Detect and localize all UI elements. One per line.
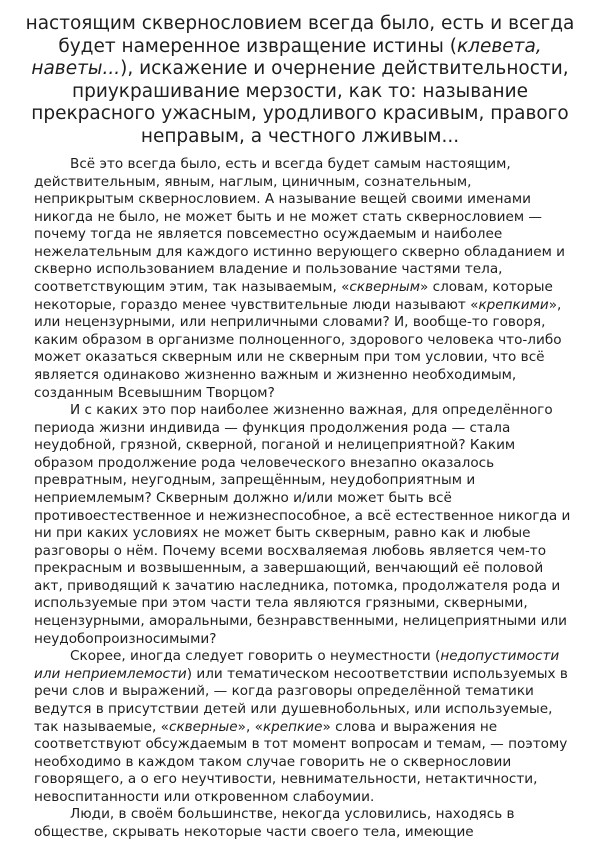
text-line — [34, 719, 594, 737]
text-line — [34, 226, 594, 244]
italic-text: скверным — [349, 279, 420, 296]
text-segment: периода жизни индивида — функция продолжения рода — стала — [34, 419, 511, 436]
text-segment: так называемые, « — [34, 718, 169, 735]
quote-heading — [0, 13, 600, 149]
text-segment: почему тогда не является повсеместно осуждаемым и наиболее — [34, 226, 503, 243]
paragraph-first-line — [34, 156, 594, 174]
text-line — [34, 508, 594, 526]
text-segment: ) или тематическом несоответствии используемых в — [186, 665, 568, 682]
text-segment: неудобной, грязной, скверной, поганой и нелицеприятной? Каким — [34, 437, 516, 454]
text-segment: созданным Всевышним Творцом? — [34, 384, 275, 401]
text-segment: невоспитанности или откровенном слабоумии. — [34, 788, 375, 805]
text-segment: прекрасного ужасным, уродливого красивым, правого — [31, 103, 569, 125]
text-line — [34, 525, 594, 543]
heading-line — [0, 13, 600, 36]
text-line — [34, 789, 594, 807]
text-segment: Всё это всегда было, есть и всегда будет самым настоящим, — [70, 156, 511, 172]
text-line — [34, 666, 594, 684]
text-line — [34, 385, 594, 403]
text-line — [34, 349, 594, 367]
text-line — [34, 261, 594, 279]
text-line — [34, 578, 594, 596]
text-segment: необходимо в каждом таком случае говорить не о сквернословии — [34, 753, 512, 770]
italic-text: крепкими — [478, 296, 549, 313]
text-segment: действительным, явным, наглым, циничным, сознательным, — [34, 173, 472, 190]
body-text — [34, 156, 594, 842]
text-line — [34, 701, 594, 719]
italic-text: наветы... — [31, 58, 121, 80]
text-segment: некоторые, гораздо менее чувствительные люди называют « — [34, 296, 479, 313]
text-segment: скверно использованием владение и пользование частями тела, — [34, 261, 503, 278]
text-line — [34, 455, 594, 473]
paragraph-first-line — [34, 402, 594, 420]
text-segment: нецензурными, аморальными, безнравственными, нелицеприятными или — [34, 613, 567, 630]
text-line — [34, 244, 594, 262]
italic-text: крепкие — [262, 718, 323, 735]
text-segment: » слова и выражения не — [322, 718, 498, 735]
text-segment: соответствующим этим, так называемым, « — [34, 279, 350, 296]
text-line — [34, 472, 594, 490]
text-segment: используемые при этом части тела являются грязными, скверными, — [34, 595, 528, 612]
text-line — [34, 824, 594, 842]
text-segment: образом продолжение рода человеческого внезапно оказалось — [34, 454, 495, 471]
text-line — [34, 560, 594, 578]
text-segment: или нецензурными, или неприличными словами? И, вообще-то говоря, — [34, 314, 546, 331]
text-line — [34, 771, 594, 789]
text-segment: ведутся в присутствии детей или душевнобольных, или используемые, — [34, 700, 553, 717]
text-line — [34, 543, 594, 561]
text-segment: противоестественное и нежизнеспособное, а всё естественное никогда и — [34, 507, 571, 524]
text-segment: неприкрытым сквернословием. А называние вещей своими именами — [34, 191, 531, 208]
text-segment: разговоры о нём. Почему всеми восхваляемая любовь является чем-то — [34, 542, 547, 559]
text-line — [34, 631, 594, 649]
text-segment: настоящим сквернословием всегда было, есть и всегда — [25, 13, 575, 34]
text-segment: акт, приводящий к зачатию наследника, потомка, продолжателя рода и — [34, 577, 561, 594]
paragraph-first-line — [34, 648, 594, 666]
text-segment: является одинаково жизненно важным и жизненно необходимым, — [34, 366, 517, 383]
text-segment: ), искажение и очернение действительности, — [120, 58, 569, 80]
text-line — [34, 736, 594, 754]
text-segment: », « — [237, 718, 263, 735]
text-segment: неправым, а честного лживым... — [140, 125, 460, 147]
text-segment: соответствуют обсуждаемым в тот момент вопросам и темам, — поэтому — [34, 736, 568, 753]
italic-text: клевета, — [457, 35, 542, 57]
text-line — [34, 437, 594, 455]
text-line — [34, 683, 594, 701]
text-line — [34, 191, 594, 209]
text-segment: никогда не было, не может быть и не может стать сквернословием — — [34, 208, 543, 225]
text-segment: неприемлемым? Скверным должно и/или может быть всё — [34, 489, 452, 506]
heading-line — [0, 36, 600, 59]
text-line — [34, 279, 594, 297]
text-line — [34, 490, 594, 508]
text-segment: будет намеренное извращение истины ( — [58, 35, 457, 57]
text-line — [34, 314, 594, 332]
italic-text: скверные — [168, 718, 238, 735]
text-line — [34, 754, 594, 772]
text-line — [34, 420, 594, 438]
text-segment: неудобопроизносимыми? — [34, 630, 217, 647]
paragraph-first-line — [34, 806, 594, 824]
heading-line — [0, 103, 600, 126]
heading-line — [0, 58, 600, 81]
text-segment: превратным, неугодным, запрещённым, неудобоприятным и — [34, 472, 476, 489]
text-segment: может оказаться скверным или не скверным при том условии, что всё — [34, 349, 545, 366]
text-segment: прекрасным и возвышенным, а завершающий, венчающий её половой — [34, 560, 544, 577]
text-line — [34, 367, 594, 385]
text-line — [34, 209, 594, 227]
text-segment: » словам, которые — [419, 279, 553, 296]
text-line — [34, 595, 594, 613]
text-segment: Люди, в своём большинстве, некогда условились, находясь в — [70, 806, 515, 823]
text-segment: говорящего, а о его неучтивости, невнимательности, нетактичности, — [34, 771, 538, 788]
text-segment: ни при каких условиях не может быть скверным, равно как и любые — [34, 525, 531, 542]
text-line — [34, 332, 594, 350]
text-segment: каким образом в организме полноценного, здорового человека что-либо — [34, 331, 562, 348]
text-segment: приукрашивание мерзости, как то: называние — [72, 80, 528, 102]
text-segment: », — [548, 296, 562, 313]
text-segment: Скорее, иногда следует говорить о неуместности ( — [70, 648, 441, 665]
text-line — [34, 297, 594, 315]
text-segment: И с каких это пор наиболее жизненно важная, для определённого — [70, 402, 553, 419]
text-segment: речи слов и выражений, — когда разговоры определённой тематики — [34, 683, 534, 700]
heading-line — [0, 81, 600, 104]
italic-text: или неприемлемости — [34, 665, 187, 682]
text-line — [34, 174, 594, 192]
italic-text: недопустимости — [440, 648, 560, 665]
heading-line — [0, 126, 600, 149]
text-segment: нежелательным для каждого истинно верующего скверно обладанием и — [34, 243, 565, 260]
text-line — [34, 613, 594, 631]
text-segment: обществе, скрывать некоторые части своего тела, имеющие — [34, 823, 474, 840]
